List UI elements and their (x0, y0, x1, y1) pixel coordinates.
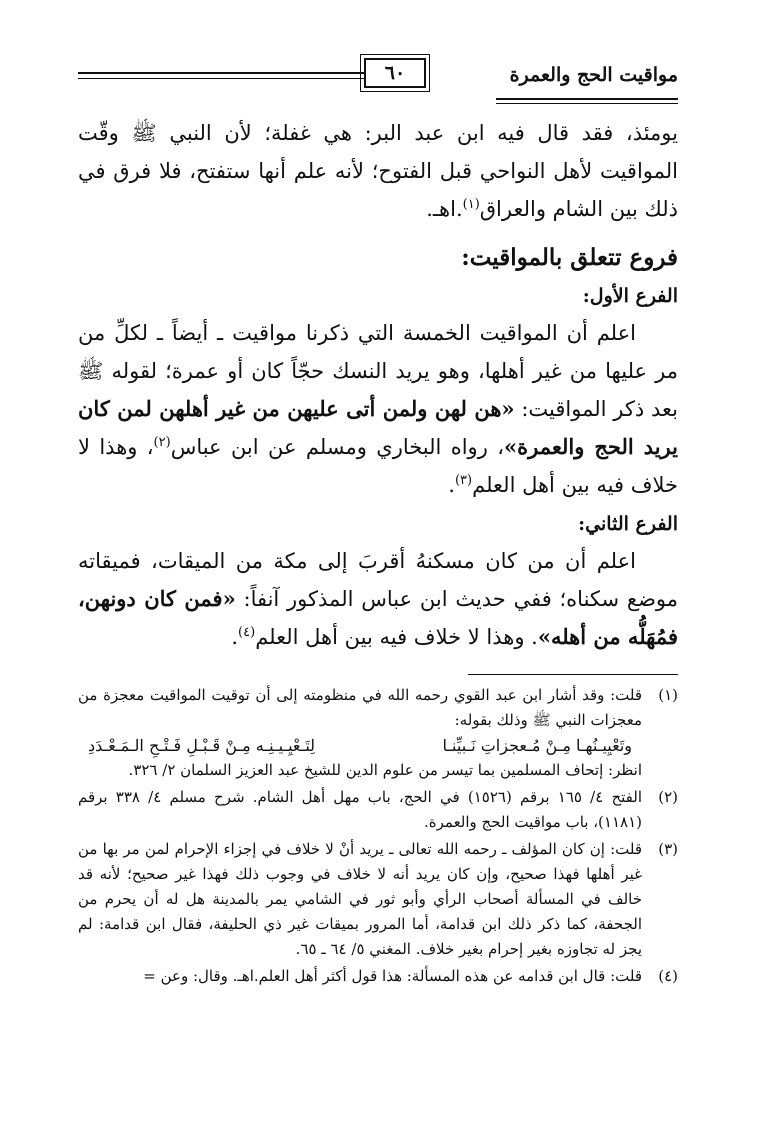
page-number: ٦٠ (364, 58, 426, 88)
footnote-number: (٤) (658, 967, 678, 985)
paragraph-1: يومئذ، فقد قال فيه ابن عبد البر: هي غفلة؛ لأن النبي ﷺ وقّت المواقيت لأهل النواحي قبل الفتوح؛ لأنه علم أنها ستفتح، فلا فرق في ذلك بين الشام والعراق$^{(١)}$.اهـ. (78, 121, 678, 221)
footnote-1 (78, 683, 678, 783)
footnote-text: الفتح ٤/ ١٦٥ برقم (١٥٢٦) في الحج، باب مهل أهل الشام. شرح مسلم ٤/ ٣٣٨ برقم (١١٨١)، باب مواقيت الحج والعمرة. (78, 788, 642, 831)
footnote-text: قلت: إن كان المؤلف ـ رحمه الله تعالى ـ يريد أنْ لا خلاف في إجزاء الإحرام لمن مر بها من غير أهلها فهذا صحيح، وإن كان يريد أنه لا خلاف في وجوب ذلك فهذا غير صحيح؛ لأنه قد خالف في المسألة أصحاب الرأي وأبو ثور في الشامي يمر بالمدينة هل له أن يحرم من الجحفة، كما ذكر ذلك ابن قدامة، أما المرور بميقات غير ذي الحليفة، فقال ابن قدامة: لم يجز له تجاوزه بغير إحرام بغير خلاف. المغني ٥/ ٦٤ ـ ٦٥. (78, 840, 642, 958)
branch-1-paragraph: اعلم أن المواقيت الخمسة التي ذكرنا مواقيت ـ أيضاً ـ لكلِّ من مر عليها من غير أهلها، وهو يريد النسك حجّاً كان أو عمرة؛ لقوله ﷺ بعد ذكر المواقيت: «هن لهن ولمن أتى عليهن من غير أهلهن لمن كان يريد الحج والعمرة»، رواه البخاري ومسلم عن ابن عباس$^{(٢)}$، وهذا لا خلاف فيه بين أهل العلم$^{(٣)}$. (78, 321, 678, 497)
footnote-ref-4[interactable]: (٤) (238, 625, 256, 640)
footnote-3 (78, 837, 678, 962)
branch-2-paragraph: اعلم أن من كان مسكنهُ أقربَ إلى مكة من الميقات، فميقاته موضع سكناه؛ ففي حديث ابن عباس المذكور آنفاً: «فمن كان دونهن، فمُهَلُّه من أهله». وهذا لا خلاف فيه بين أهل العلم$^{(٤)}$. (78, 549, 678, 649)
footnote-number: (٢) (658, 788, 678, 806)
footnote-separator (468, 674, 678, 675)
main-text (78, 114, 678, 656)
footnote-reference: انظر: إتحاف المسلمين بما تيسر من علوم الدين للشيخ عبد العزيز السلمان ٢/ ٣٢٦. (128, 761, 642, 779)
running-title: مواقيت الحج والعمرة (509, 64, 678, 86)
section-heading: فروع تتعلق بالمواقيت: (461, 244, 678, 271)
branch-1-title: الفرع الأول: (582, 285, 678, 307)
branch-2-title: الفرع الثاني: (578, 513, 678, 535)
footnote-2 (78, 785, 678, 835)
header-rule-left (78, 72, 364, 74)
footnote-ref-2[interactable]: (٢) (153, 435, 171, 450)
footnote-number: (٣) (658, 840, 678, 858)
verse-second-hemistich: لِتَـعْيِـيـنِـه مِـنْ قَـبْـلِ فَـتْـحِ الـمَـعْـدَدِ (88, 736, 316, 755)
page-header (78, 58, 678, 114)
footnote-ref-3[interactable]: (٣) (454, 473, 473, 488)
footnote-4 (78, 964, 678, 989)
footnote-number: (١) (658, 686, 678, 704)
footnote-text: قلت: قال ابن قدامه عن هذه المسألة: هذا قول أكثر أهل العلم.اهـ. وقال: وعن = (143, 967, 642, 985)
footnote-text: قلت: وقد أشار ابن عبد القوي رحمه الله في منظومته إلى أن توقيت المواقيت معجزة من معجزات النبي ﷺ وذلك بقوله: (78, 686, 642, 729)
poem-verse (78, 733, 642, 758)
footnotes (78, 683, 678, 989)
footnote-ref-1[interactable]: (١) (462, 197, 480, 212)
hadith-quote-1: «هن لهن ولمن أتى عليهن من غير أهلهن لمن كان يريد الحج والعمرة» (78, 396, 678, 459)
verse-first-hemistich: وتَعْيِيـنُهـا مِـنْ مُـعجزاتِ نَـبيِّنـا (442, 736, 632, 755)
hadith-quote-2: «فمن كان دونهن، فمُهَلُّه من أهله» (78, 586, 678, 649)
header-rule-right (496, 98, 678, 100)
